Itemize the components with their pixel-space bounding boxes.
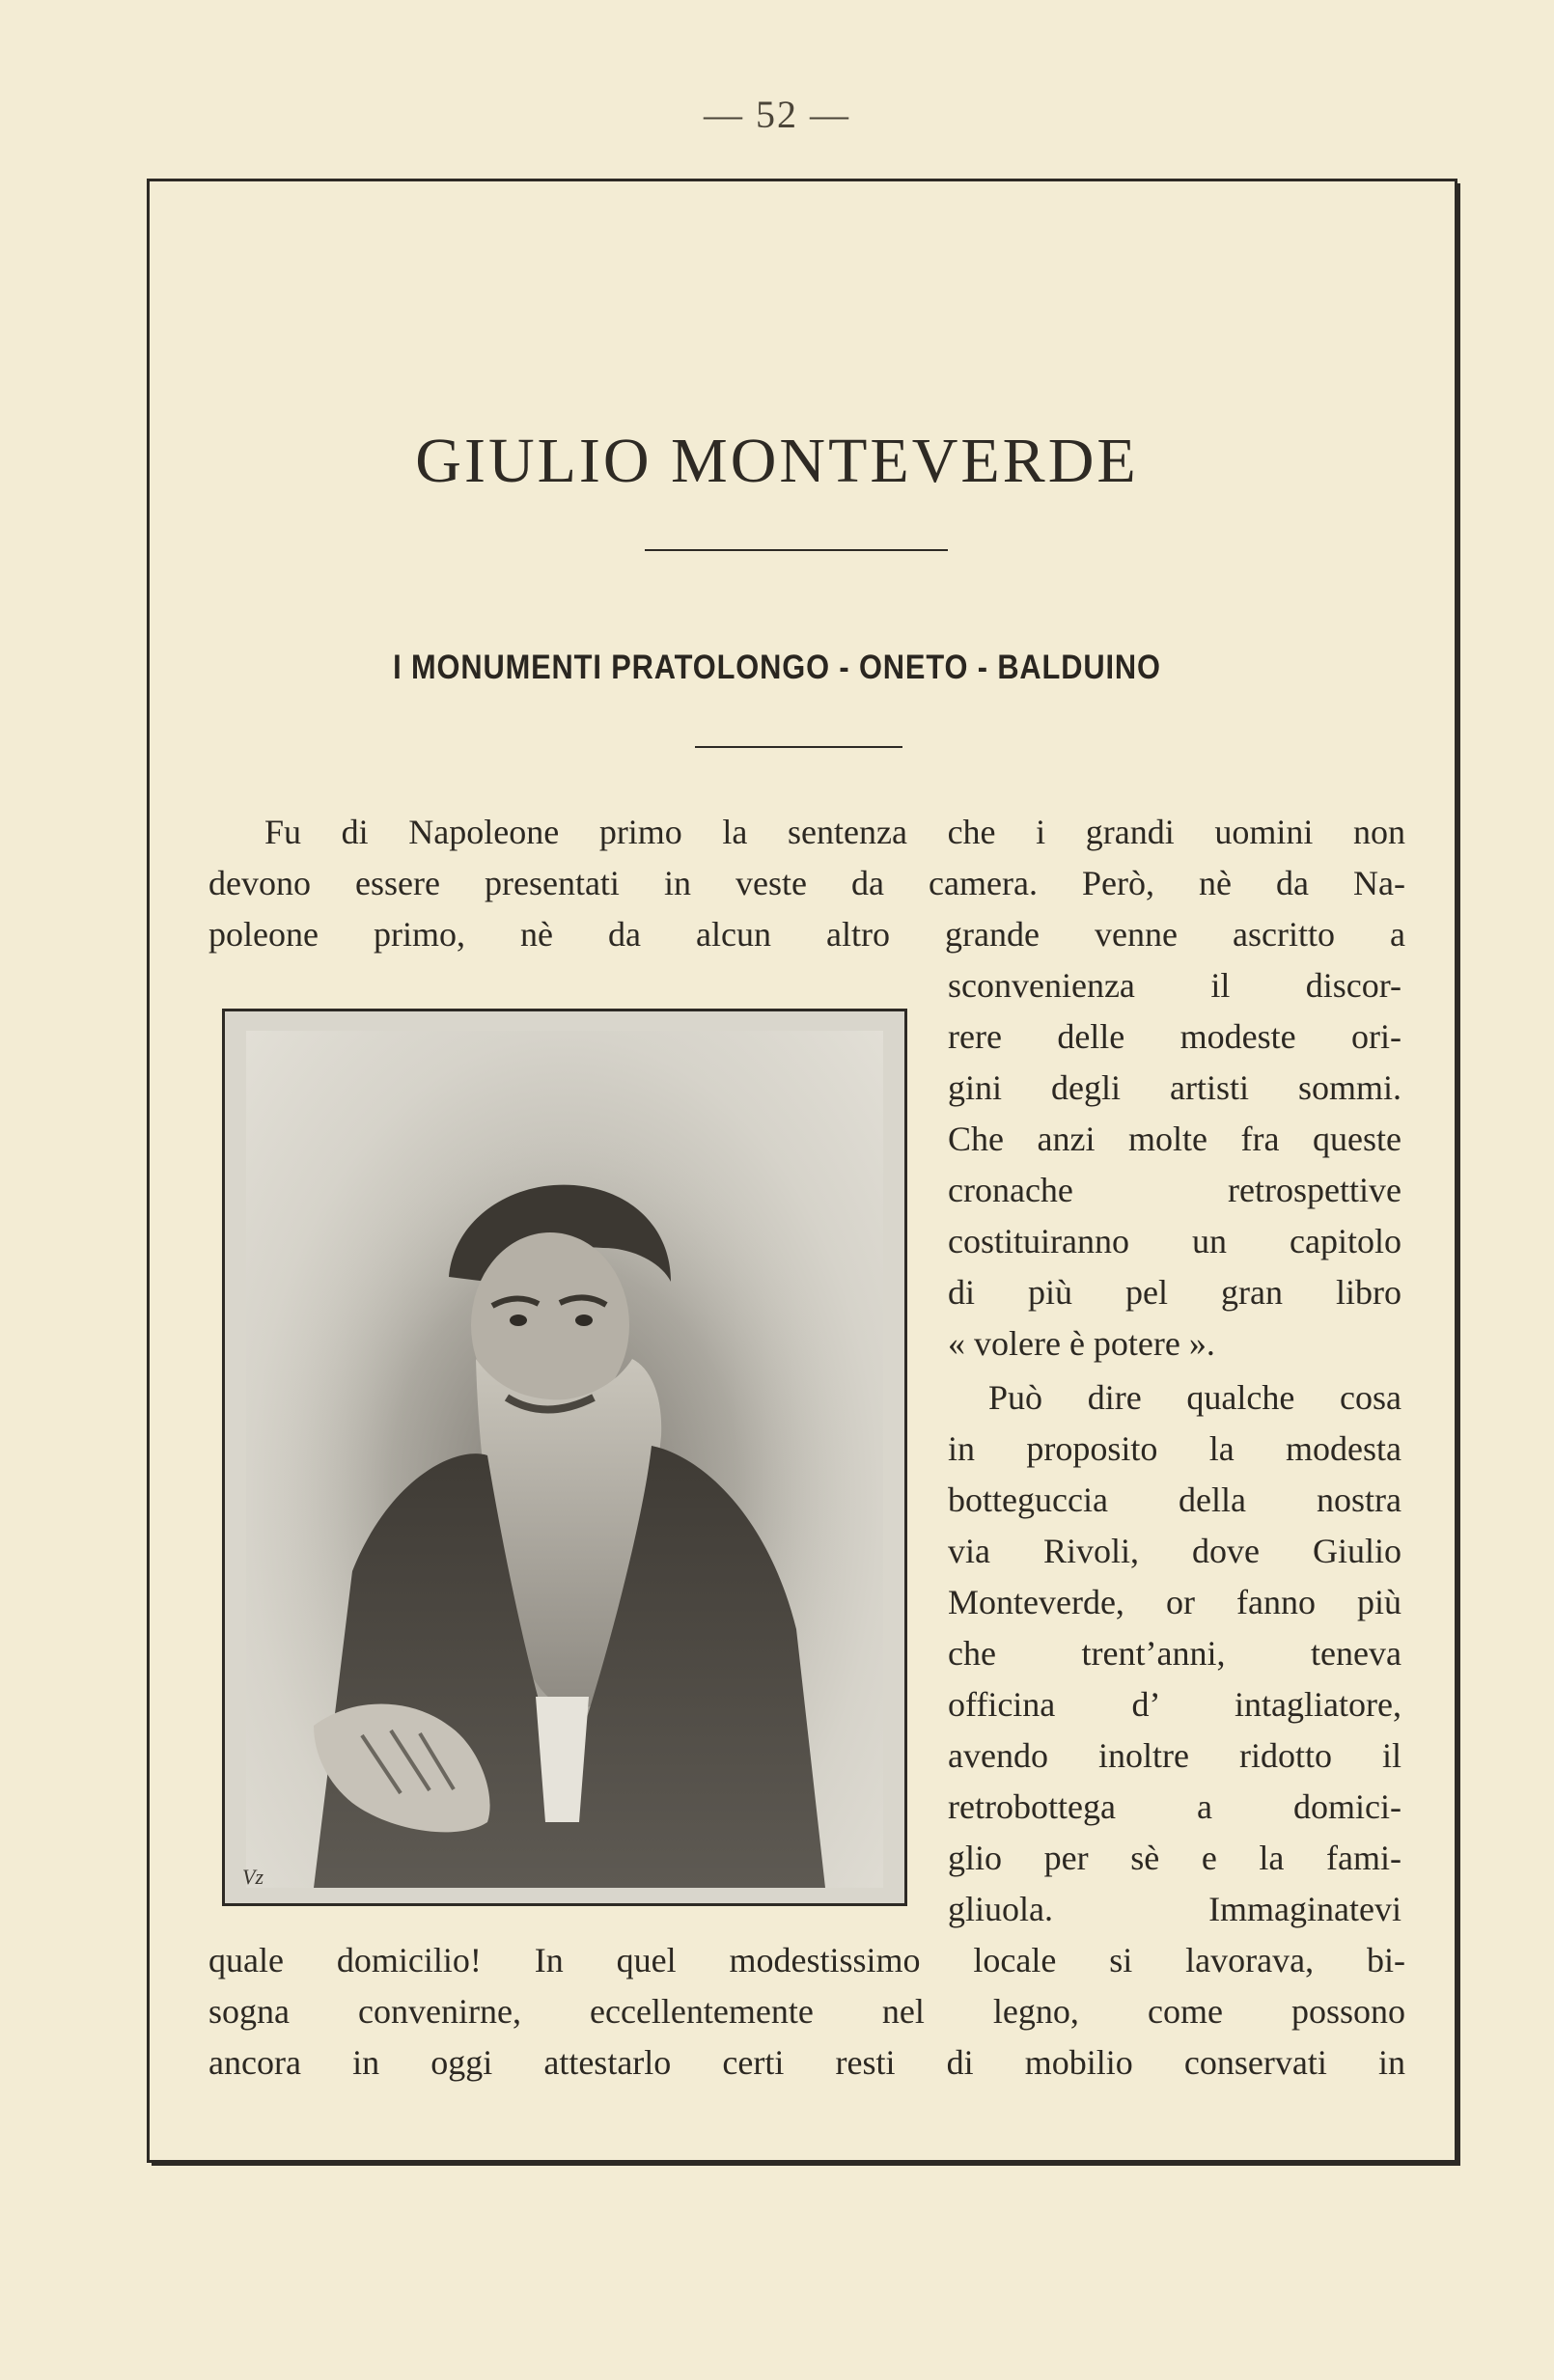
text-line: di più pel gran libro bbox=[948, 1273, 1401, 1312]
page-number: — 52 — bbox=[704, 93, 850, 136]
text-line: retrobottega a domici- bbox=[948, 1787, 1401, 1826]
text-line: Monteverde, or fanno più bbox=[948, 1583, 1401, 1621]
text-line: devono essere presentati in veste da camera. Però, nè da Na- bbox=[208, 864, 1405, 902]
text-line: sconvenienza il discor- bbox=[948, 966, 1401, 1005]
portrait-photo bbox=[222, 1009, 907, 1906]
text-line: Fu di Napoleone primo la sentenza che i grandi uomini non bbox=[264, 813, 1405, 851]
text-line: sogna convenirne, eccellentemente nel legno, come possono bbox=[208, 1992, 1405, 2031]
text-line: cronache retrospettive bbox=[948, 1171, 1401, 1209]
text-line: via Rivoli, dove Giulio bbox=[948, 1532, 1401, 1570]
article-title: GIULIO MONTEVERDE bbox=[415, 426, 1139, 496]
text-line: poleone primo, nè da alcun altro grande venne ascritto a bbox=[208, 915, 1405, 954]
portrait-image bbox=[246, 1031, 883, 1888]
portrait-signature: Vz bbox=[242, 1865, 264, 1889]
article-subtitle: I MONUMENTI PRATOLONGO - ONETO - BALDUINO bbox=[393, 649, 1161, 686]
text-line: avendo inoltre ridotto il bbox=[948, 1736, 1401, 1775]
text-line: ancora in oggi attestarlo certi resti di mobilio conservati in bbox=[208, 2043, 1405, 2082]
text-line: « volere è potere ». bbox=[948, 1324, 1215, 1363]
text-line: gliuola. Immaginatevi bbox=[948, 1890, 1401, 1928]
text-line: botteguccia della nostra bbox=[948, 1481, 1401, 1519]
text-line: che trent’anni, teneva bbox=[948, 1634, 1401, 1673]
text-line: Che anzi molte fra queste bbox=[948, 1120, 1401, 1158]
title-divider bbox=[645, 549, 948, 551]
text-line: glio per sè e la fami- bbox=[948, 1839, 1401, 1877]
text-line: quale domicilio! In quel modestissimo locale si lavorava, bi- bbox=[208, 1941, 1405, 1979]
text-line: Può dire qualche cosa bbox=[988, 1378, 1401, 1417]
text-line: in proposito la modesta bbox=[948, 1429, 1401, 1468]
text-line: costituiranno un capitolo bbox=[948, 1222, 1401, 1260]
portrait-figure bbox=[246, 1031, 883, 1888]
text-line: rere delle modeste ori- bbox=[948, 1017, 1401, 1056]
text-line: officina d’ intagliatore, bbox=[948, 1685, 1401, 1724]
text-line: gini degli artisti sommi. bbox=[948, 1068, 1401, 1107]
subtitle-divider bbox=[695, 746, 902, 748]
